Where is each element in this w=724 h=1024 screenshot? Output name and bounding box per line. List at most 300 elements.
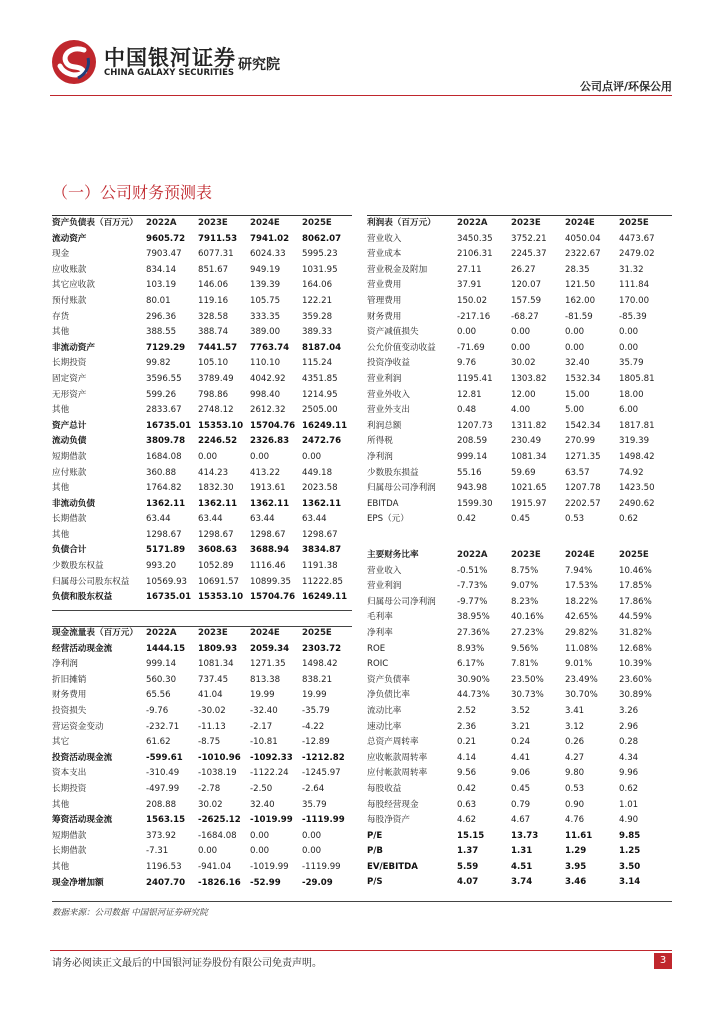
ratios-cell: 0.45 xyxy=(511,783,531,794)
cashflow-row xyxy=(52,642,352,658)
balance-row-label: 应收账款 xyxy=(52,264,87,275)
balance-cell: 1116.46 xyxy=(250,561,286,572)
ratios-row xyxy=(367,766,672,782)
balance-row xyxy=(52,310,352,326)
income-cell: 0.42 xyxy=(457,514,477,525)
balance-cell: 5171.89 xyxy=(146,545,186,556)
income-cell: 1311.82 xyxy=(511,420,547,431)
balance-cell: 413.22 xyxy=(250,467,281,478)
company-logo-icon xyxy=(50,38,98,86)
ratios-row-label: ROE xyxy=(367,643,386,654)
ratios-cell: 4.90 xyxy=(619,815,639,826)
cashflow-cell: 1498.42 xyxy=(302,659,338,670)
balance-year-header: 2023E xyxy=(198,218,228,228)
balance-cell: 7911.53 xyxy=(198,233,238,244)
cashflow-row xyxy=(52,813,352,829)
cashflow-cell: -1684.08 xyxy=(198,830,237,841)
cashflow-cell: -941.04 xyxy=(198,861,232,872)
income-row xyxy=(367,434,672,450)
income-row-label: 营业外收入 xyxy=(367,389,410,400)
brand-name-cn: 中国银河证券 xyxy=(104,46,236,70)
cashflow-cell: 208.88 xyxy=(146,799,177,810)
income-cell: -68.27 xyxy=(511,311,539,322)
balance-cell: 122.21 xyxy=(302,295,333,306)
income-row xyxy=(367,512,672,528)
ratios-row-label: 每股净资产 xyxy=(367,815,410,826)
cashflow-cell: 0.00 xyxy=(198,846,218,857)
balance-cell: 9605.72 xyxy=(146,233,186,244)
balance-cell: 2833.67 xyxy=(146,405,182,416)
cashflow-row xyxy=(52,751,352,767)
balance-cell: 296.36 xyxy=(146,311,177,322)
income-cell: 4050.04 xyxy=(565,233,601,244)
balance-sheet-table xyxy=(52,216,352,606)
income-cell: 1303.82 xyxy=(511,373,547,384)
income-row-label: 所得税 xyxy=(367,436,393,447)
balance-year-header: 2024E xyxy=(250,218,280,228)
cashflow-row xyxy=(52,704,352,720)
report-category: 公司点评/环保公用 xyxy=(579,80,672,93)
cashflow-cell: -8.75 xyxy=(198,737,221,748)
cashflow-row-label: 投资损失 xyxy=(52,705,87,716)
income-cell: 1021.65 xyxy=(511,483,547,494)
cashflow-cell: -2625.12 xyxy=(198,815,241,826)
income-row xyxy=(367,466,672,482)
cashflow-year-header: 2024E xyxy=(250,628,280,638)
balance-row xyxy=(52,528,352,544)
balance-row xyxy=(52,403,352,419)
balance-row xyxy=(52,388,352,404)
income-cell: 1271.35 xyxy=(565,451,601,462)
ratios-row-label: 毛利率 xyxy=(367,612,393,623)
ratios-cell: 9.85 xyxy=(619,830,641,841)
cashflow-row xyxy=(52,673,352,689)
cashflow-row-label: 资本支出 xyxy=(52,768,87,779)
cashflow-cell: -1092.33 xyxy=(250,752,293,763)
balance-row xyxy=(52,481,352,497)
ratios-cell: 3.46 xyxy=(565,877,587,888)
ratios-row-label: P/S xyxy=(367,877,383,888)
balance-year-header: 2025E xyxy=(302,218,332,228)
ratios-cell: -0.51% xyxy=(457,565,488,576)
balance-row xyxy=(52,247,352,263)
balance-row-label: 归属母公司股东权益 xyxy=(52,576,130,587)
cashflow-cell: -1038.19 xyxy=(198,768,237,779)
income-cell: 27.11 xyxy=(457,264,482,275)
balance-cell: 105.75 xyxy=(250,295,281,306)
ratios-cell: 9.07% xyxy=(511,581,539,592)
balance-cell: 63.44 xyxy=(302,514,327,525)
ratios-cell: 30.70% xyxy=(565,690,598,701)
balance-cell: 599.26 xyxy=(146,389,177,400)
cashflow-cell: 373.92 xyxy=(146,830,177,841)
cashflow-row xyxy=(52,782,352,798)
income-cell: 2202.57 xyxy=(565,498,601,509)
income-row-label: 财务费用 xyxy=(367,311,402,322)
income-cell: 4.00 xyxy=(511,405,531,416)
cashflow-title: 现金流量表（百万元） xyxy=(52,628,138,638)
cashflow-row-label: 折旧摊销 xyxy=(52,674,87,685)
balance-row-label: 负债合计 xyxy=(52,545,87,556)
cashflow-row xyxy=(52,829,352,845)
income-cell: 0.00 xyxy=(565,342,585,353)
ratios-cell: 17.86% xyxy=(619,596,652,607)
cash-top-rule xyxy=(52,626,352,627)
balance-cell: 4351.85 xyxy=(302,373,338,384)
cashflow-cell: -599.61 xyxy=(146,752,183,763)
cashflow-row xyxy=(52,735,352,751)
balance-row xyxy=(52,590,352,606)
cashflow-cell: 0.00 xyxy=(250,830,270,841)
balance-bottom-rule xyxy=(52,610,352,611)
income-cell: 1423.50 xyxy=(619,483,655,494)
cashflow-cell: -29.09 xyxy=(302,877,333,888)
cashflow-cell: -310.49 xyxy=(146,768,180,779)
balance-cell: 389.33 xyxy=(302,327,333,338)
cashflow-cell: 19.99 xyxy=(250,690,275,701)
balance-cell: 359.28 xyxy=(302,311,333,322)
cashflow-row xyxy=(52,798,352,814)
balance-row-label: 长期投资 xyxy=(52,358,87,369)
income-cell: 0.48 xyxy=(457,405,477,416)
ratios-cell: 1.31 xyxy=(511,846,533,857)
ratios-cell: 8.93% xyxy=(457,643,485,654)
balance-row-label: 非流动资产 xyxy=(52,342,95,353)
balance-cell: 115.24 xyxy=(302,358,333,369)
ratios-cell: 31.82% xyxy=(619,627,652,638)
header-divider xyxy=(50,95,672,96)
cashflow-cell: -2.17 xyxy=(250,721,273,732)
cashflow-row-label: 其他 xyxy=(52,861,70,872)
cashflow-cell: -2.64 xyxy=(302,783,325,794)
income-header-row xyxy=(367,216,672,232)
income-row xyxy=(367,278,672,294)
ratios-cell: 15.15 xyxy=(457,830,485,841)
balance-cell: 2472.76 xyxy=(302,436,342,447)
income-cell: 1532.34 xyxy=(565,373,601,384)
balance-cell: 16735.01 xyxy=(146,420,192,431)
ratios-title: 主要财务比率 xyxy=(367,550,419,560)
balance-cell: 7441.57 xyxy=(198,342,238,353)
cashflow-cell: 1271.35 xyxy=(250,659,286,670)
income-cell: 63.57 xyxy=(565,467,590,478)
cashflow-cell: -497.99 xyxy=(146,783,180,794)
balance-cell: 15704.76 xyxy=(250,420,296,431)
ratios-row-label: 应收帐款周转率 xyxy=(367,752,428,763)
cashflow-cell: -1245.97 xyxy=(302,768,341,779)
cashflow-cell: -1019.99 xyxy=(250,861,289,872)
ratios-cell: 4.67 xyxy=(511,815,531,826)
ratios-row-label: 总资产周转率 xyxy=(367,737,419,748)
income-cell: 59.69 xyxy=(511,467,536,478)
ratios-row-label: EV/EBITDA xyxy=(367,861,418,872)
income-cell: 319.39 xyxy=(619,436,650,447)
ratios-cell: 0.62 xyxy=(619,783,639,794)
cashflow-row xyxy=(52,720,352,736)
income-cell: -85.39 xyxy=(619,311,647,322)
balance-row-label: 资产总计 xyxy=(52,420,87,431)
income-row-label: EPS（元） xyxy=(367,514,409,525)
ratios-cell: 17.85% xyxy=(619,581,652,592)
balance-row xyxy=(52,575,352,591)
cashflow-row-label: 净利润 xyxy=(52,659,78,670)
cashflow-cell: -1010.96 xyxy=(198,752,241,763)
ratios-year-header: 2024E xyxy=(565,550,595,560)
income-cell: 3752.21 xyxy=(511,233,547,244)
balance-row-label: 其他 xyxy=(52,405,70,416)
balance-row xyxy=(52,450,352,466)
income-cell: 121.50 xyxy=(565,280,596,291)
income-row-label: 营业税金及附加 xyxy=(367,264,428,275)
cashflow-cell: 1563.15 xyxy=(146,815,186,826)
cashflow-cell: -30.02 xyxy=(198,705,226,716)
balance-cell: 1052.89 xyxy=(198,561,234,572)
brand-name-en: CHINA GALAXY SECURITIES xyxy=(104,68,235,78)
cashflow-row-label: 财务费用 xyxy=(52,690,87,701)
income-row-label: 利润总额 xyxy=(367,420,402,431)
income-row xyxy=(367,356,672,372)
balance-cell: 105.10 xyxy=(198,358,229,369)
balance-cell: 15704.76 xyxy=(250,592,296,603)
cashflow-cell: 65.56 xyxy=(146,690,171,701)
balance-cell: 10569.93 xyxy=(146,576,188,587)
income-cell: 0.00 xyxy=(511,342,531,353)
cash-flow-table xyxy=(52,626,352,891)
ratios-cell: 6.17% xyxy=(457,659,485,670)
income-cell: 0.45 xyxy=(511,514,531,525)
income-row-label: EBITDA xyxy=(367,498,399,509)
cashflow-cell: 2059.34 xyxy=(250,643,290,654)
income-row xyxy=(367,263,672,279)
ratios-cell: 9.56% xyxy=(511,643,539,654)
ratios-cell: 0.42 xyxy=(457,783,477,794)
balance-cell: 146.06 xyxy=(198,280,229,291)
balance-row-label: 负债和股东权益 xyxy=(52,592,113,603)
income-cell: 74.92 xyxy=(619,467,644,478)
balance-cell: 6077.31 xyxy=(198,249,234,260)
income-cell: 0.62 xyxy=(619,514,639,525)
section-title: （一）公司财务预测表 xyxy=(52,183,213,202)
ratios-cell: 23.50% xyxy=(511,674,544,685)
ratios-cell: 0.28 xyxy=(619,737,639,748)
ratios-cell: 2.96 xyxy=(619,721,639,732)
balance-cell: 63.44 xyxy=(198,514,223,525)
income-cell: 1542.34 xyxy=(565,420,601,431)
ratios-cell: 38.95% xyxy=(457,612,490,623)
income-cell: 18.00 xyxy=(619,389,644,400)
ratios-cell: 7.81% xyxy=(511,659,539,670)
balance-cell: 80.01 xyxy=(146,295,171,306)
ratios-row xyxy=(367,875,672,891)
balance-cell: 2505.00 xyxy=(302,405,338,416)
ratios-cell: 3.52 xyxy=(511,705,531,716)
ratios-cell: 3.95 xyxy=(565,861,587,872)
cashflow-cell: 1196.53 xyxy=(146,861,182,872)
ratios-row-label: 净负债比率 xyxy=(367,690,410,701)
cashflow-cell: 1081.34 xyxy=(198,659,234,670)
cashflow-cell: -52.99 xyxy=(250,877,281,888)
ratios-header-row xyxy=(367,548,672,564)
ratios-cell: 5.59 xyxy=(457,861,479,872)
income-cell: 6.00 xyxy=(619,405,639,416)
page-number: 3 xyxy=(654,953,672,969)
cashflow-year-header: 2022A xyxy=(146,628,177,638)
cashflow-cell: -32.40 xyxy=(250,705,278,716)
income-row-label: 营业外支出 xyxy=(367,405,410,416)
income-cell: 170.00 xyxy=(619,295,650,306)
balance-cell: 3608.63 xyxy=(198,545,238,556)
ratios-cell: 0.79 xyxy=(511,799,531,810)
income-row xyxy=(367,403,672,419)
balance-row xyxy=(52,372,352,388)
income-cell: 30.02 xyxy=(511,358,536,369)
balance-row xyxy=(52,325,352,341)
balance-cell: 2748.12 xyxy=(198,405,234,416)
income-cell: 37.91 xyxy=(457,280,482,291)
ratios-cell: 1.01 xyxy=(619,799,639,810)
ratios-row-label: 归属母公司净利润 xyxy=(367,596,436,607)
balance-row-label: 其它应收款 xyxy=(52,280,95,291)
income-cell: 1817.81 xyxy=(619,420,655,431)
income-row-label: 净利润 xyxy=(367,451,393,462)
ratios-cell: 9.96 xyxy=(619,768,639,779)
income-cell: 1599.30 xyxy=(457,498,493,509)
balance-cell: 2326.83 xyxy=(250,436,290,447)
ratios-row-label: 净利率 xyxy=(367,627,393,638)
cashflow-cell: -1119.99 xyxy=(302,815,345,826)
ratios-row xyxy=(367,813,672,829)
ratios-cell: 0.24 xyxy=(511,737,531,748)
balance-cell: 388.74 xyxy=(198,327,229,338)
balance-cell: 15353.10 xyxy=(198,592,244,603)
balance-cell: 139.39 xyxy=(250,280,281,291)
balance-year-header: 2022A xyxy=(146,218,177,228)
ratios-cell: 4.62 xyxy=(457,815,477,826)
balance-row-label: 存货 xyxy=(52,311,70,322)
ratios-row xyxy=(367,782,672,798)
cashflow-row xyxy=(52,876,352,892)
ratios-cell: 3.12 xyxy=(565,721,585,732)
balance-header-row xyxy=(52,216,352,232)
balance-row-label: 其他 xyxy=(52,327,70,338)
footer-divider xyxy=(50,950,672,951)
cashflow-cell: 813.38 xyxy=(250,674,281,685)
cashflow-row xyxy=(52,688,352,704)
income-cell: 2106.31 xyxy=(457,249,493,260)
income-row xyxy=(367,294,672,310)
balance-row-label: 固定资产 xyxy=(52,373,87,384)
ratios-cell: 2.36 xyxy=(457,721,477,732)
balance-cell: 103.19 xyxy=(146,280,177,291)
cashflow-cell: 19.99 xyxy=(302,690,327,701)
ratios-cell: 23.60% xyxy=(619,674,652,685)
balance-cell: 3688.94 xyxy=(250,545,290,556)
income-row-label: 营业费用 xyxy=(367,280,402,291)
income-cell: 0.53 xyxy=(565,514,585,525)
ratios-cell: 44.59% xyxy=(619,612,652,623)
cashflow-cell: 61.62 xyxy=(146,737,171,748)
balance-cell: 798.86 xyxy=(198,389,229,400)
balance-cell: 16249.11 xyxy=(302,420,348,431)
ratios-cell: 3.14 xyxy=(619,877,641,888)
cashflow-row-label: 现金净增加额 xyxy=(52,877,104,888)
income-row xyxy=(367,497,672,513)
balance-cell: 7763.74 xyxy=(250,342,290,353)
ratios-row-label: 每股经营现金 xyxy=(367,799,419,810)
cashflow-cell: -35.79 xyxy=(302,705,330,716)
balance-cell: 0.00 xyxy=(250,451,270,462)
ratios-row xyxy=(367,751,672,767)
cashflow-cell: 1809.93 xyxy=(198,643,238,654)
ratios-row-label: 速动比率 xyxy=(367,721,402,732)
balance-row-label: 预付账款 xyxy=(52,295,87,306)
cashflow-cell: -2.50 xyxy=(250,783,273,794)
income-cell: 0.00 xyxy=(619,327,639,338)
ratios-cell: 17.53% xyxy=(565,581,598,592)
ratios-cell: 4.51 xyxy=(511,861,533,872)
balance-row-label: 应付账款 xyxy=(52,467,87,478)
ratios-row xyxy=(367,704,672,720)
balance-cell: 414.23 xyxy=(198,467,229,478)
ratios-cell: 3.41 xyxy=(565,705,585,716)
cashflow-cell: -232.71 xyxy=(146,721,180,732)
income-statement-table xyxy=(367,216,672,528)
ratios-year-header: 2023E xyxy=(511,550,541,560)
income-row xyxy=(367,450,672,466)
cashflow-cell: -1212.82 xyxy=(302,752,345,763)
ratios-cell: 30.73% xyxy=(511,690,544,701)
ratios-cell: 10.46% xyxy=(619,565,652,576)
cashflow-row-label: 投资活动现金流 xyxy=(52,752,113,763)
ratios-cell: 4.41 xyxy=(511,752,531,763)
balance-cell: 1298.67 xyxy=(250,529,286,540)
balance-cell: 7941.02 xyxy=(250,233,290,244)
income-row-label: 营业成本 xyxy=(367,249,402,260)
income-row-label: 公允价值变动收益 xyxy=(367,342,436,353)
income-row xyxy=(367,325,672,341)
ratios-cell: 42.65% xyxy=(565,612,598,623)
ratios-row-label: 营业利润 xyxy=(367,581,402,592)
cashflow-cell: 32.40 xyxy=(250,799,275,810)
balance-cell: 389.00 xyxy=(250,327,281,338)
ratios-cell: 0.53 xyxy=(565,783,585,794)
ratios-row xyxy=(367,735,672,751)
cashflow-cell: -2.78 xyxy=(198,783,221,794)
income-cell: 943.98 xyxy=(457,483,488,494)
balance-row-label: 其他 xyxy=(52,529,70,540)
balance-row-label: 现金 xyxy=(52,249,70,260)
balance-row xyxy=(52,512,352,528)
ratios-cell: 29.82% xyxy=(565,627,598,638)
income-cell: 5.00 xyxy=(565,405,585,416)
cashflow-cell: 2407.70 xyxy=(146,877,186,888)
balance-cell: 1298.67 xyxy=(198,529,234,540)
income-row-label: 营业利润 xyxy=(367,373,402,384)
cashflow-cell: 999.14 xyxy=(146,659,177,670)
income-cell: 0.00 xyxy=(565,327,585,338)
balance-cell: 0.00 xyxy=(198,451,218,462)
cashflow-cell: -1119.99 xyxy=(302,861,341,872)
balance-cell: 110.10 xyxy=(250,358,281,369)
ratios-row xyxy=(367,829,672,845)
ratios-cell: 10.39% xyxy=(619,659,652,670)
balance-cell: 7129.29 xyxy=(146,342,186,353)
balance-cell: 949.19 xyxy=(250,264,281,275)
income-cell: 157.59 xyxy=(511,295,542,306)
balance-row xyxy=(52,278,352,294)
cashflow-year-header: 2023E xyxy=(198,628,228,638)
income-cell: 2322.67 xyxy=(565,249,601,260)
